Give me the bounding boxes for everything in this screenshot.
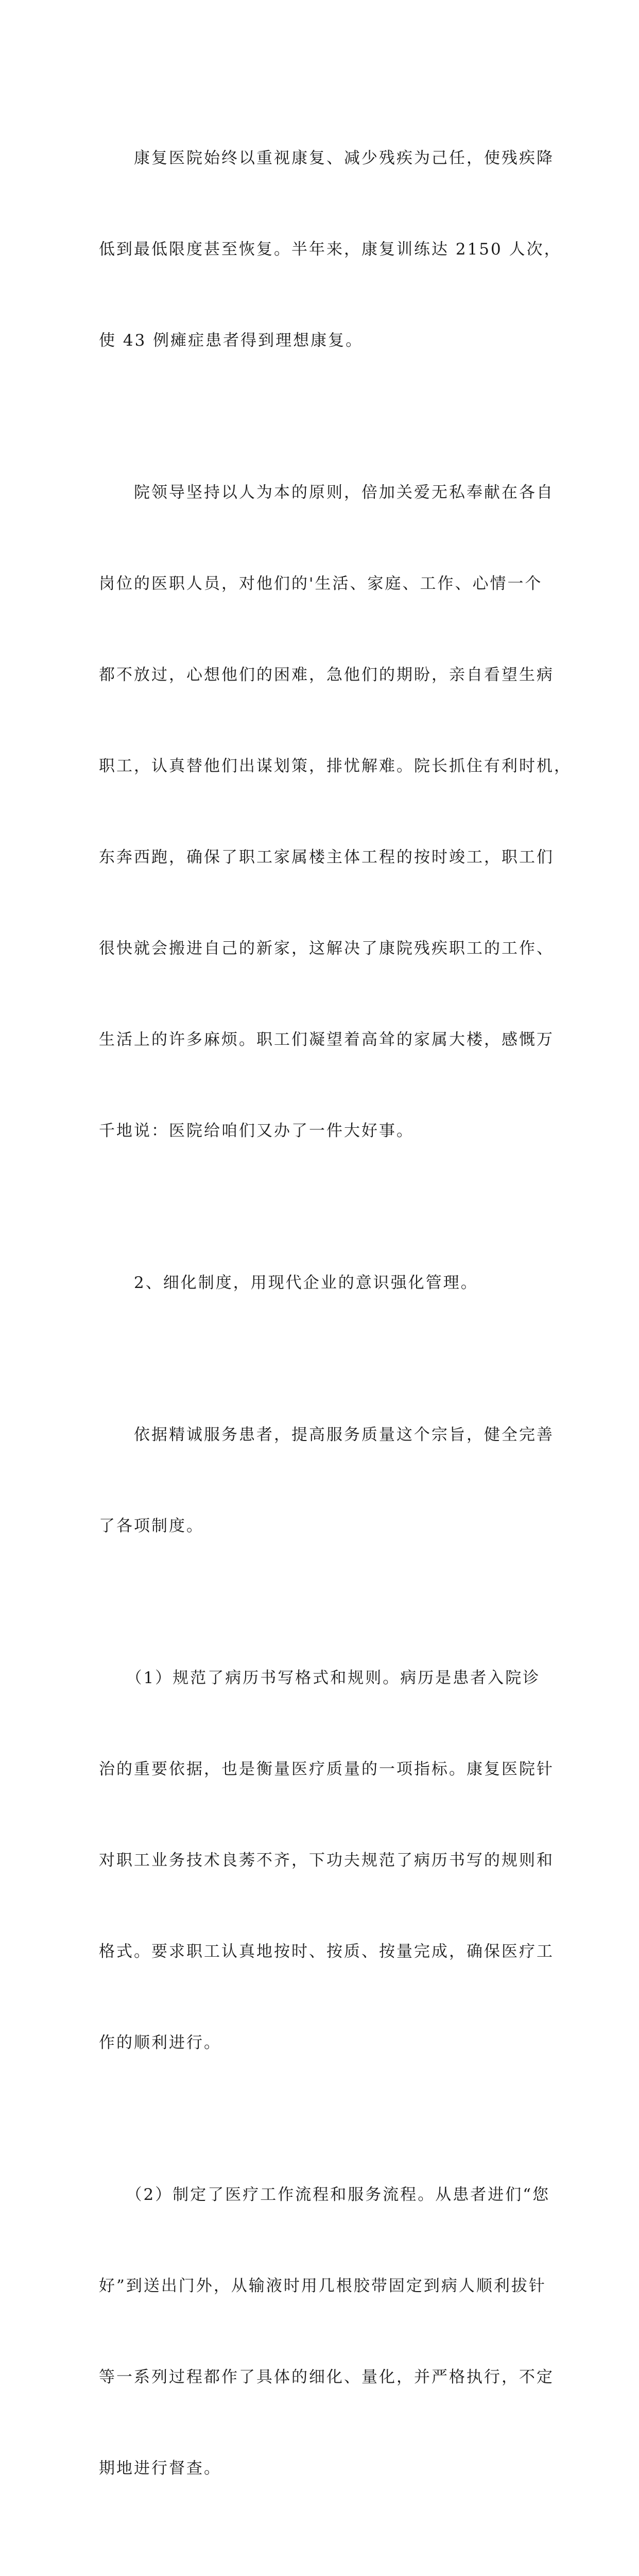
text-line: 低到最低限度甚至恢复。半年来，康复训练达 2150 人次， xyxy=(99,240,562,259)
text-line: 职工，认真替他们出谋划策，排忧解难。院长抓住有利时机， xyxy=(99,757,572,775)
paragraph-workflow xyxy=(99,2119,554,2545)
text-line: 期地进行督查。 xyxy=(99,2459,221,2478)
text-line: 千地说：医院给咱们又办了一件大好事。 xyxy=(99,1122,414,1140)
text-line: 治的重要依据，也是衡量医疗质量的一项指标。康复医院针 xyxy=(99,1760,554,1778)
paragraph-staff-care xyxy=(99,417,572,1207)
paragraph-medical-records xyxy=(99,1602,554,2119)
text-line: 生活上的许多麻烦。职工们凝望着高耸的家属大楼，感慨万 xyxy=(99,1030,554,1049)
text-line: 使 43 例瘫症患者得到理想康复。 xyxy=(99,331,364,350)
text-line: 康复医院始终以重视康复、减少残疾为己任，使残疾降 xyxy=(99,149,554,167)
text-line: 作的顺利进行。 xyxy=(99,2033,221,2052)
text-line: 对职工业务技术良莠不齐，下功夫规范了病历书写的规则和 xyxy=(99,1851,554,1870)
text-line: 格式。要求职工认真地按时、按质、按量完成，确保医疗工 xyxy=(99,1942,554,1961)
document-body xyxy=(99,82,572,2576)
text-line: （1）规范了病历书写格式和规则。病历是患者入院诊 xyxy=(99,1669,541,1687)
text-line: 岗位的医职人员，对他们的'生活、家庭、工作、心情一个 xyxy=(99,574,543,593)
text-line: 院领导坚持以人为本的原则，倍加关爱无私奉献在各自 xyxy=(99,483,554,502)
text-line: 东奔西跑，确保了职工家属楼主体工程的按时竣工，职工们 xyxy=(99,848,554,867)
text-line: 依据精诚服务患者，提高服务质量这个宗旨，健全完善 xyxy=(99,1426,554,1444)
text-line: （2）制定了医疗工作流程和服务流程。从患者进们“您 xyxy=(99,2185,550,2204)
text-line: 都不放过，心想他们的困难，急他们的期盼，亲自看望生病 xyxy=(99,666,554,684)
text-line: 好”到送出门外，从输液时用几根胶带固定到病人顺利拔针 xyxy=(99,2277,546,2295)
paragraph-rehab-goal xyxy=(99,82,562,417)
text-line: 2、细化制度，用现代企业的意识强化管理。 xyxy=(99,1274,478,1292)
text-line: 等一系列过程都作了具体的细化、量化，并严格执行，不定 xyxy=(99,2368,554,2386)
text-line: 很快就会搬进自己的新家，这解决了康院残疾职工的工作、 xyxy=(99,939,554,958)
text-line: 了各项制度。 xyxy=(99,1517,204,1535)
paragraph-summary-part-3 xyxy=(99,2545,547,2576)
paragraph-service-purpose xyxy=(99,1359,554,1602)
section-heading-system-refinement xyxy=(99,1207,547,1359)
